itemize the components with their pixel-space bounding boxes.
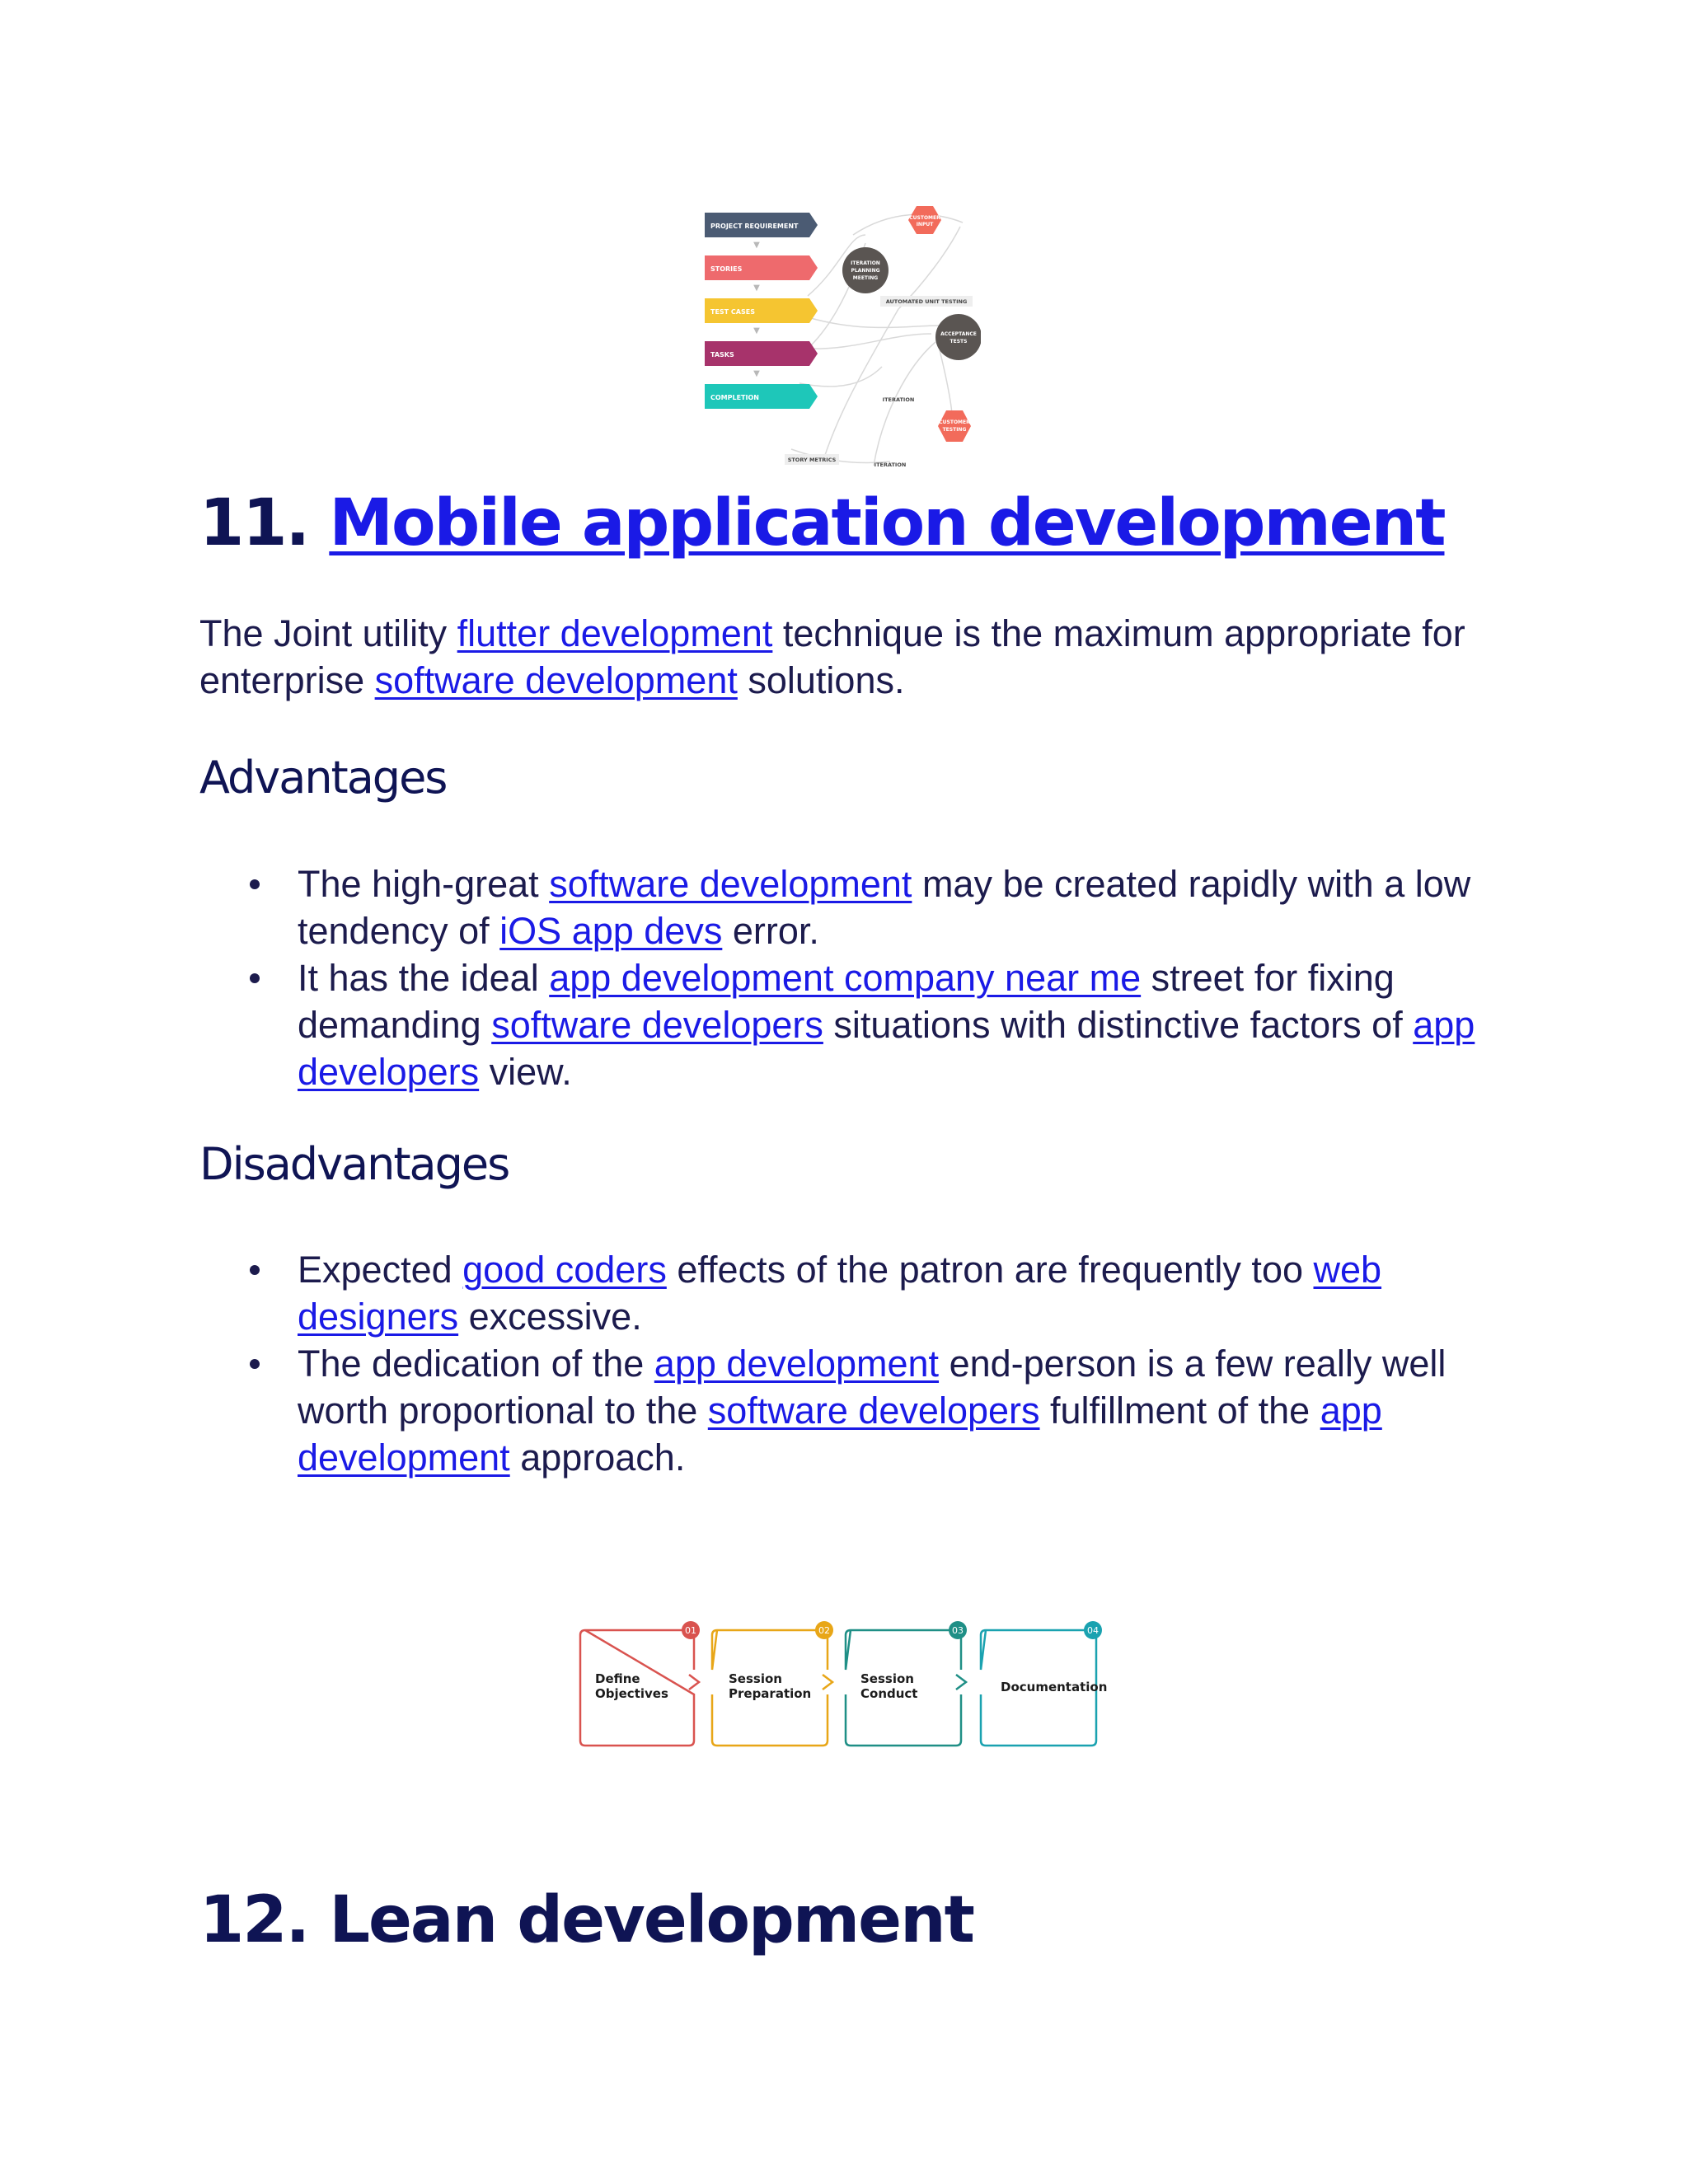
node-label: INPUT (916, 222, 934, 227)
stage-arrows (705, 213, 818, 409)
customer-testing-hexagon (938, 410, 971, 442)
node-label: CUSTOMER (939, 419, 970, 425)
bullet-icon (250, 1359, 260, 1369)
web-designers-link[interactable]: web designers (298, 1249, 1382, 1338)
software-developers-link[interactable]: software developers (707, 1390, 1040, 1432)
stage-stories (705, 255, 818, 280)
story-metrics-label (785, 454, 839, 465)
node-label: CUSTOMER (909, 215, 940, 221)
step-label: Conduct (860, 1686, 918, 1701)
ios-app-devs-link[interactable]: iOS app devs (499, 910, 723, 952)
step-label: Preparation (729, 1686, 812, 1701)
section-11-title-link[interactable]: Mobile application development (329, 486, 1445, 560)
app-development-link[interactable]: app development (298, 1390, 1382, 1479)
text-run: It has the ideal (298, 957, 550, 999)
diagram-label: ITERATION (874, 462, 907, 468)
text-run: fulfillment of the (1039, 1390, 1320, 1432)
diagram-label: ITERATION (882, 396, 915, 403)
node-label: MEETING (852, 275, 879, 281)
text-run: street for fixing demanding (298, 957, 1395, 1046)
step-number: 01 (685, 1625, 696, 1636)
step-session-preparation (712, 1621, 833, 1746)
text-run: The Joint utility (199, 612, 457, 654)
step-label: Session (729, 1671, 782, 1686)
step-label: Objectives (595, 1686, 668, 1701)
text-run: view. (479, 1051, 572, 1093)
stage-tasks (705, 341, 818, 366)
customer-input-hexagon (908, 206, 941, 234)
diagram-label: AUTOMATED UNIT TESTING (885, 298, 968, 305)
text-run: The high-great (298, 863, 550, 905)
bullet-icon (250, 879, 260, 889)
flutter-development-link[interactable]: flutter development (457, 612, 773, 654)
step-session-conduct (846, 1621, 967, 1746)
section-12-heading: 12. Lean development (199, 1883, 973, 1957)
disadvantages-list (245, 1246, 1498, 1481)
list-item (245, 1246, 1498, 1340)
text-run: end-person is a few really well worth proportional to the (298, 1343, 1447, 1432)
text-run: may be created rapidly with a low tendency of (298, 863, 1471, 952)
section-11-heading (199, 486, 1444, 560)
text-run: effects of the patron are frequently too (666, 1249, 1314, 1291)
stage-label: PROJECT REQUIREMENT (710, 223, 799, 230)
step-label: Define (595, 1671, 640, 1686)
down-arrow-icon: ▼ (753, 241, 760, 250)
section-number: 11. (199, 486, 309, 560)
step-number: 04 (1087, 1625, 1099, 1636)
list-item (245, 1340, 1498, 1481)
agile-process-diagram (701, 202, 981, 474)
diagram-label: STORY METRICS (787, 457, 837, 463)
software-development-link[interactable]: software development (549, 863, 912, 905)
stage-completion (705, 384, 818, 409)
good-coders-link[interactable]: good coders (462, 1249, 667, 1291)
text-run: solutions. (737, 659, 905, 701)
acceptance-tests-circle (935, 314, 981, 360)
list-item (245, 954, 1498, 1095)
step-label: Session (860, 1671, 914, 1686)
stage-label: TEST CASES (710, 308, 755, 316)
software-developers-link[interactable]: software developers (491, 1004, 823, 1046)
section-11-intro (199, 610, 1502, 704)
node-label: ITERATION (851, 260, 880, 266)
advantages-heading: Advantages (199, 752, 447, 804)
list-item (245, 860, 1498, 954)
iteration-planning-circle (842, 247, 889, 293)
app-developers-link[interactable]: app developers (298, 1004, 1475, 1093)
text-run: technique is the maximum appropriate for enterprise (199, 612, 1465, 701)
node-label: TESTING (942, 427, 967, 433)
app-development-company-link[interactable]: app development company near me (549, 957, 1142, 999)
node-label: PLANNING (851, 268, 880, 274)
step-number: 03 (952, 1625, 964, 1636)
down-arrow-icon: ▼ (753, 284, 760, 293)
bullet-icon (250, 973, 260, 983)
step-number: 02 (818, 1625, 830, 1636)
text-run: approach. (509, 1436, 686, 1479)
down-arrow-icon: ▼ (753, 326, 760, 335)
stage-label: STORIES (710, 265, 743, 273)
process-steps-diagram (575, 1615, 1113, 1755)
text-run: error. (722, 910, 819, 952)
text-run: The dedication of the (298, 1343, 654, 1385)
step-documentation (981, 1621, 1107, 1746)
stage-test-cases (705, 298, 818, 323)
node-label: TESTS (950, 339, 968, 344)
stage-label: TASKS (710, 351, 734, 359)
text-run: excessive. (458, 1296, 642, 1338)
disadvantages-heading: Disadvantages (199, 1138, 509, 1190)
bullet-icon (250, 1265, 260, 1275)
stage-label: COMPLETION (710, 394, 759, 401)
text-run: Expected (298, 1249, 463, 1291)
node-label: ACCEPTANCE (940, 331, 977, 337)
automated-unit-testing-label (880, 296, 973, 307)
step-label: Documentation (1001, 1680, 1108, 1694)
software-development-link[interactable]: software development (374, 659, 738, 701)
advantages-list (245, 860, 1498, 1095)
step-define-objectives (580, 1621, 700, 1746)
stage-project-requirement (705, 213, 818, 237)
app-development-link[interactable]: app development (654, 1343, 940, 1385)
down-arrow-icon: ▼ (753, 369, 760, 378)
text-run: situations with distinctive factors of (823, 1004, 1414, 1046)
